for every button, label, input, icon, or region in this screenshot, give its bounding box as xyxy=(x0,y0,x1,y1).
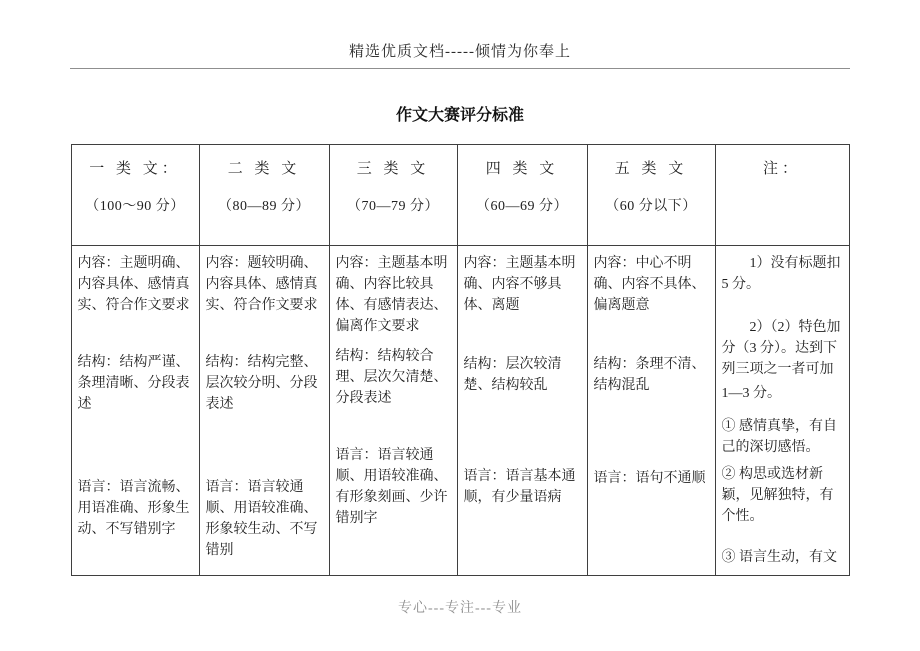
criteria-structure: 结构：层次较清楚、结构较乱 xyxy=(463,357,562,393)
col-header-notes xyxy=(715,145,849,246)
col-header-class3 xyxy=(329,145,457,246)
col-score-range: （100～90 分） xyxy=(85,199,185,214)
col-header-class5 xyxy=(587,145,715,246)
col-title: 五 类 文 xyxy=(614,161,688,177)
criteria-structure: 结构：结构完整、层次较分明、分段表述 xyxy=(205,355,318,412)
scoring-criteria-table xyxy=(71,144,850,576)
col-title: 二 类 文 xyxy=(227,161,301,177)
col-score-range: （80—89 分） xyxy=(218,199,310,214)
criteria-structure: 结构：结构严谨、条理清晰、分段表述 xyxy=(77,355,190,412)
col-body-class4 xyxy=(457,246,587,576)
table-body-row xyxy=(71,246,849,576)
note-bonus-item-3: ③ 语言生动，有文 xyxy=(721,550,837,565)
note-bonus-item-1: ① 感情真挚，有自己的深切感悟。 xyxy=(721,419,837,455)
note-bonus-range: 1—3 分。 xyxy=(721,386,781,401)
col-title: 三 类 文 xyxy=(356,161,430,177)
criteria-structure: 结构：结构较合理、层次欠清楚、分段表述 xyxy=(335,349,448,406)
criteria-language: 语言：语言较通顺、用语较准确、形象较生动、不写错别 xyxy=(205,480,318,558)
criteria-language: 语言：语言较通顺、用语较准确、有形象刻画、少许错别字 xyxy=(335,448,448,526)
criteria-content: 内容：主题基本明确、内容不够具体、离题 xyxy=(463,256,576,313)
criteria-content: 内容：主题基本明确、内容比较具体、有感情表达、偏离作文要求 xyxy=(335,256,448,334)
criteria-language: 语言：语言基本通顺，有少量语病 xyxy=(463,469,576,505)
criteria-language: 语言：语言流畅、用语准确、形象生动、不写错别字 xyxy=(77,480,190,537)
col-score-range: （60—69 分） xyxy=(476,199,568,214)
col-title: 四 类 文 xyxy=(485,161,559,177)
criteria-language: 语言：语句不通顺 xyxy=(593,471,706,486)
table-header-row xyxy=(71,145,849,246)
col-score-range: （60 分以下） xyxy=(605,199,697,214)
criteria-content: 内容：中心不明确、内容不具体、偏离题意 xyxy=(593,256,706,313)
col-body-class3 xyxy=(329,246,457,576)
col-body-notes xyxy=(715,246,849,576)
col-body-class2 xyxy=(199,246,329,576)
col-header-class4 xyxy=(457,145,587,246)
col-header-class2 xyxy=(199,145,329,246)
col-score-range: （70—79 分） xyxy=(347,199,439,214)
criteria-structure: 结构：条理不清、结构混乱 xyxy=(593,357,706,393)
note-bonus-item-2: ② 构思或选材新颖，见解独特，有个性。 xyxy=(721,467,834,524)
col-body-class1 xyxy=(71,246,199,576)
col-header-class1 xyxy=(71,145,199,246)
col-title: 一 类 文： xyxy=(89,161,181,177)
note-title-deduction: 1）没有标题扣 5 分。 xyxy=(721,256,841,292)
header-divider xyxy=(70,68,850,69)
criteria-content: 内容：题较明确、内容具体、感情真实、符合作文要求 xyxy=(205,256,318,313)
header-watermark: 精选优质文档-----倾情为你奉上 xyxy=(349,44,571,60)
col-body-class5 xyxy=(587,246,715,576)
col-title: 注： xyxy=(762,161,801,177)
document-title: 作文大赛评分标准 xyxy=(395,107,524,124)
note-bonus-rule: 2）（2）特色加分（3 分）。达到下列三项之一者可加 xyxy=(721,320,841,377)
criteria-content: 内容：主题明确、内容具体、感情真实、符合作文要求 xyxy=(77,256,190,313)
footer-watermark: 专心---专注---专业 xyxy=(398,601,522,616)
